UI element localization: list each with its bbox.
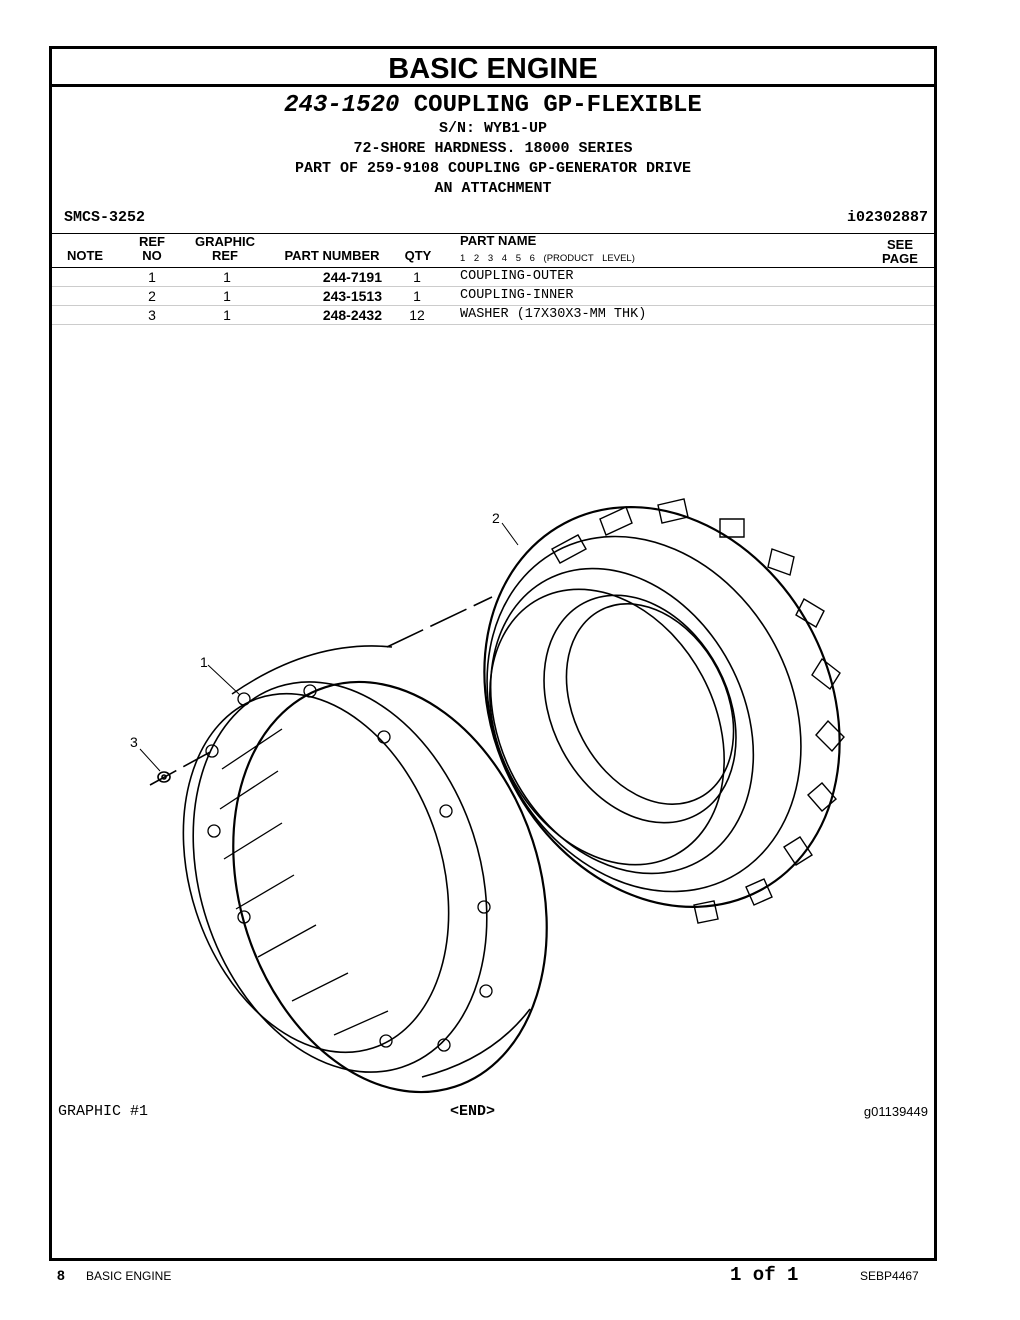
- group-part-number[interactable]: 243-1520: [284, 92, 400, 119]
- leader-2: [502, 523, 518, 545]
- leader-3: [140, 749, 160, 771]
- callout-1: 1: [200, 654, 208, 670]
- part-name: COUPLING-OUTER: [460, 269, 574, 284]
- assembly-line: [387, 597, 492, 647]
- footer-page-number: 8: [57, 1267, 65, 1283]
- section-title: BASIC ENGINE: [52, 49, 934, 87]
- graphic-ref: 1: [223, 307, 231, 323]
- graphic-ref: 1: [223, 269, 231, 285]
- smcs-code: SMCS-3252: [64, 209, 146, 226]
- header-part-number: PART NUMBER: [284, 248, 380, 263]
- footer-section: BASIC ENGINE: [86, 1269, 172, 1283]
- part-number[interactable]: 248-2432: [322, 307, 382, 323]
- page-frame: [49, 46, 937, 1261]
- ref-no: 3: [148, 307, 156, 323]
- exploded-view-drawing: [52, 49, 934, 1258]
- qty: 1: [413, 288, 421, 304]
- ref-no: 2: [148, 288, 156, 304]
- group-name: COUPLING GP-FLEXIBLE: [413, 92, 702, 119]
- qty: 1: [413, 269, 421, 285]
- header-part-name: PART NAME: [460, 233, 537, 248]
- header-graphic-top: GRAPHIC: [195, 234, 255, 249]
- callout-2: 2: [492, 510, 500, 526]
- part-name: COUPLING-INNER: [460, 288, 574, 303]
- header-graphic-bottom: REF: [212, 248, 238, 263]
- footer-page-of: 1 of 1: [730, 1264, 799, 1286]
- leader-1: [208, 665, 240, 695]
- header-ref-bottom: NO: [142, 248, 162, 263]
- coupling-inner-drawing: [416, 444, 908, 969]
- footer-publication: SEBP4467: [860, 1269, 919, 1283]
- coupling-outer-drawing: [139, 641, 597, 1133]
- part-number[interactable]: 244-7191: [322, 269, 382, 285]
- qty: 12: [409, 307, 425, 323]
- washer-assembly-line: [150, 751, 212, 785]
- ref-no: 1: [148, 269, 156, 285]
- part-number[interactable]: 243-1513: [322, 288, 382, 304]
- serial-line: S/N: WYB1-UP: [438, 120, 548, 137]
- attachment-line: AN ATTACHMENT: [434, 180, 552, 197]
- header-qty: QTY: [404, 248, 432, 263]
- callout-3: 3: [130, 734, 138, 750]
- part-of-line: PART OF 259-9108 COUPLING GP-GENERATOR DRIVE: [294, 160, 692, 177]
- header-note: NOTE: [66, 248, 104, 263]
- header-ref-top: REF: [139, 234, 165, 249]
- graphic-id: g01139449: [863, 1104, 928, 1119]
- part-name: WASHER (17X30X3-MM THK): [460, 307, 647, 322]
- graphic-label: GRAPHIC #1: [58, 1103, 149, 1120]
- header-see-top: SEE: [886, 237, 913, 252]
- illustration-id: i02302887: [846, 209, 928, 226]
- header-see-bottom: PAGE: [882, 251, 918, 266]
- header-level-scale: 1 2 3 4 5 6 (PRODUCT LEVEL): [460, 253, 635, 264]
- hardness-line: 72-SHORE HARDNESS. 18000 SERIES: [353, 140, 633, 157]
- end-marker: <END>: [450, 1103, 496, 1120]
- graphic-ref: 1: [223, 288, 231, 304]
